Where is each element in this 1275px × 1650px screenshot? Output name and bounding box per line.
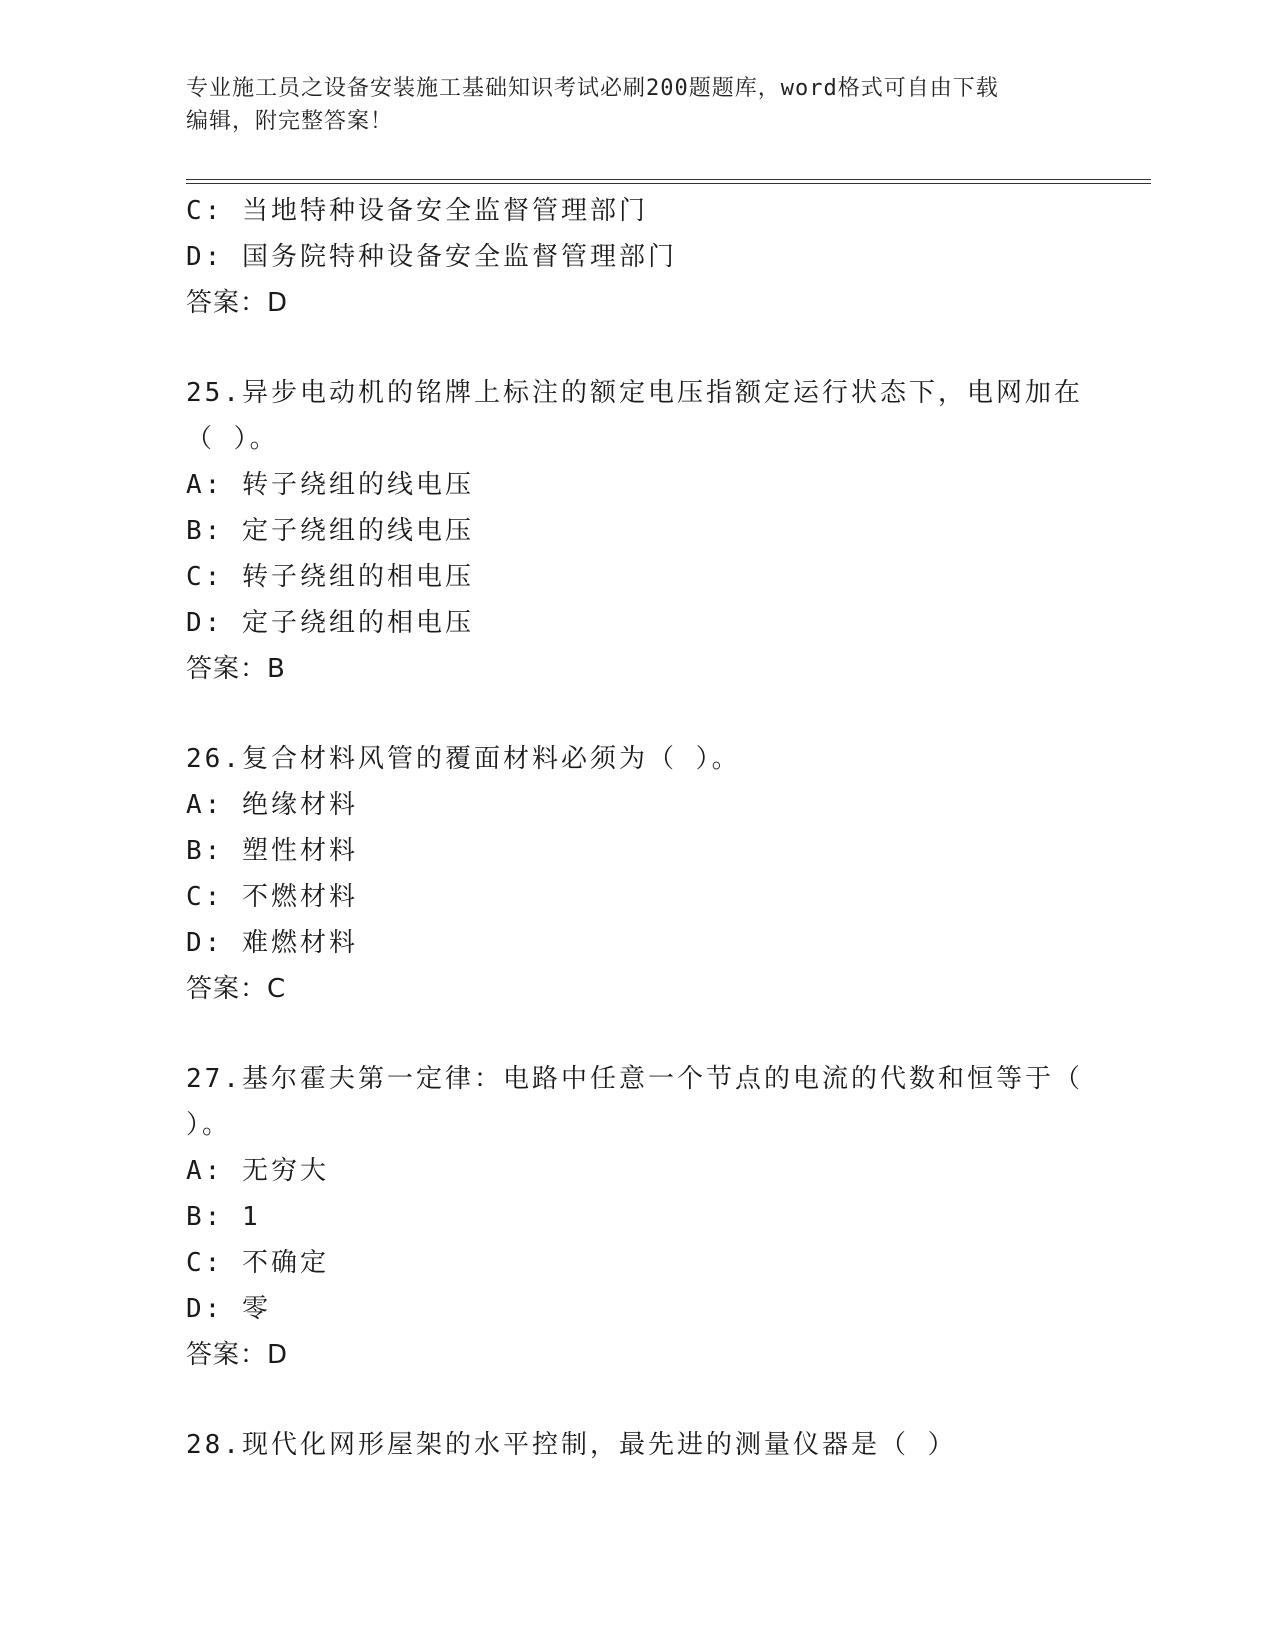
option-d: D: 零 <box>186 1294 271 1324</box>
option-c: C: 转子绕组的相电压 <box>186 562 474 592</box>
answer-line: 答案：B <box>186 654 286 684</box>
answer-line: 答案：D <box>186 288 289 318</box>
option-d: D: 国务院特种设备安全监督管理部门 <box>186 242 677 272</box>
header-rule-bottom <box>186 183 1151 184</box>
question-28 <box>186 1422 1086 1468</box>
question-25 <box>186 370 1086 692</box>
option-b: B: 定子绕组的线电压 <box>186 516 474 546</box>
answer-line: 答案：D <box>186 1340 289 1370</box>
question-stem: 26.复合材料风管的覆面材料必须为（ ）。 <box>186 744 741 774</box>
option-a: A: 绝缘材料 <box>186 790 358 820</box>
option-c: C: 不燃材料 <box>186 882 358 912</box>
question-stem: 28.现代化网形屋架的水平控制，最先进的测量仪器是（ ） <box>186 1430 957 1460</box>
document-header <box>186 72 1066 138</box>
question-stem-continued: （ ）。 <box>186 424 279 454</box>
option-c: C: 不确定 <box>186 1248 329 1278</box>
option-c: C: 当地特种设备安全监督管理部门 <box>186 196 648 226</box>
option-d: D: 难燃材料 <box>186 928 358 958</box>
question-stem: 27.基尔霍夫第一定律：电路中任意一个节点的电流的代数和恒等于（ <box>186 1064 1083 1094</box>
option-b: B: 塑性材料 <box>186 836 358 866</box>
question-stem-continued: ）。 <box>186 1110 232 1140</box>
question-stem: 25.异步电动机的铭牌上标注的额定电压指额定运行状态下，电网加在 <box>186 378 1083 408</box>
header-line-2: 编辑，附完整答案！ <box>186 109 394 134</box>
option-b: B: 1 <box>186 1202 261 1232</box>
header-line-1: 专业施工员之设备安装施工基础知识考试必刷200题题库，word格式可自由下载 <box>186 76 999 101</box>
question-27 <box>186 1056 1086 1378</box>
question-24-continued <box>186 188 1086 326</box>
header-rule-top <box>186 179 1151 180</box>
question-list <box>186 188 1086 1468</box>
option-a: A: 无穷大 <box>186 1156 329 1186</box>
option-a: A: 转子绕组的线电压 <box>186 470 474 500</box>
option-d: D: 定子绕组的相电压 <box>186 608 474 638</box>
answer-line: 答案：C <box>186 974 287 1004</box>
question-26 <box>186 736 1086 1012</box>
